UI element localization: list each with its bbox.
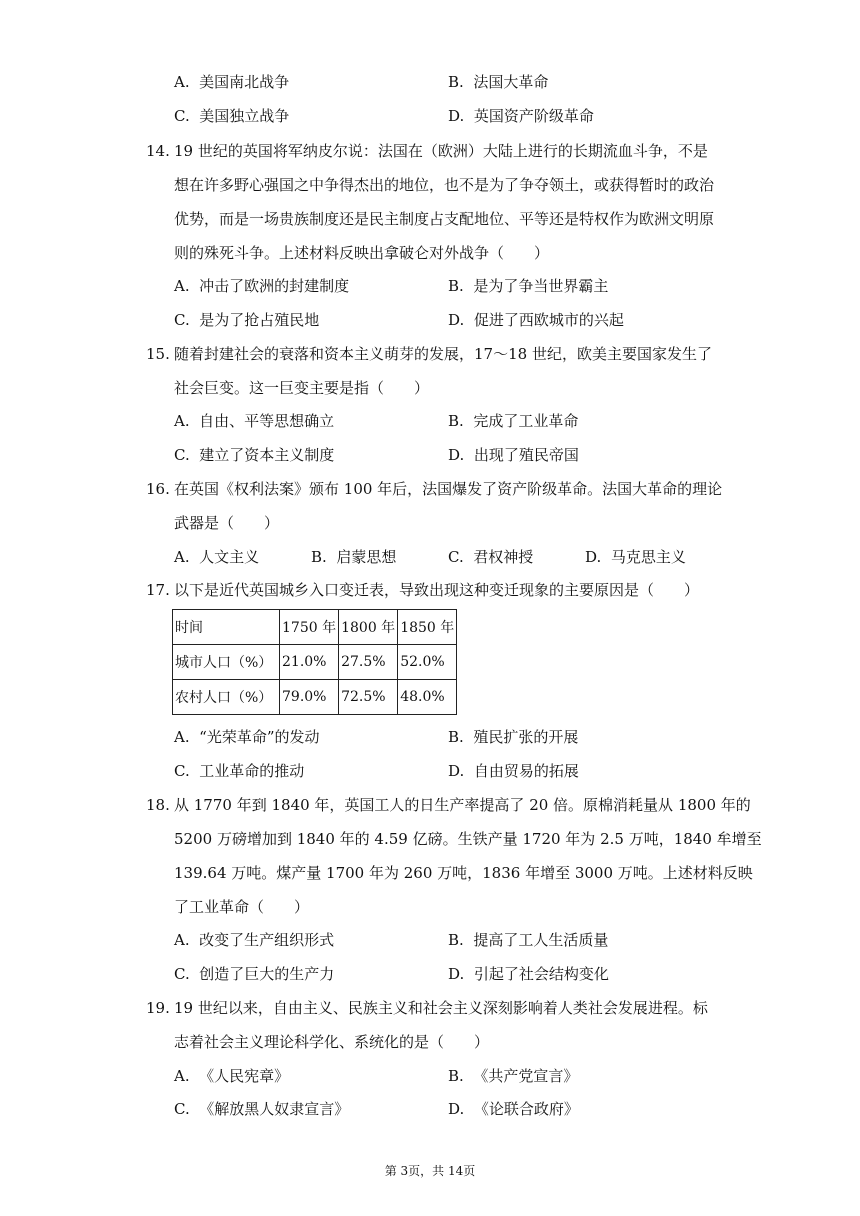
q14-option-c [174, 310, 319, 330]
q17-option-a [174, 727, 320, 747]
question-number: 15. [146, 345, 170, 363]
table-row [173, 645, 457, 680]
option-text: 《解放黑人奴隶宣言》 [199, 1100, 350, 1118]
q15-option-b [448, 411, 578, 431]
table-header-row [173, 610, 457, 645]
question-text-line: 以下是近代英国城乡入口变迁表，导致出现这种变迁现象的主要原因是（ ） [174, 581, 700, 599]
table-cell: 城市人口（%） [173, 645, 280, 680]
option-text: 马克思主义 [610, 548, 686, 566]
option-text: 是为了抢占殖民地 [199, 311, 320, 329]
question-text-line: 优势，而是一场贵族制度还是民主制度占支配地位、平等还是特权作为欧洲文明原 [174, 210, 715, 228]
option-text: 殖民扩张的开展 [473, 728, 579, 746]
option-text: 促进了西欧城市的兴起 [473, 311, 624, 329]
option-letter: D. [448, 965, 465, 983]
table-header-cell: 1850 年 [398, 610, 457, 645]
question-number: 14. [146, 142, 170, 160]
option-letter: C. [174, 311, 190, 329]
population-table [172, 609, 457, 715]
q19-option-c [174, 1099, 349, 1119]
option-letter: C. [174, 446, 190, 464]
question-text-line: 武器是（ ） [174, 514, 280, 532]
q16-option-b [311, 547, 396, 567]
question-text-line: 随着封建社会的衰落和资本主义萌芽的发展，17～18 世纪，欧美主要国家发生了 [174, 345, 712, 363]
option-letter: D. [448, 762, 465, 780]
table-cell: 72.5% [339, 680, 398, 715]
table-row [173, 680, 457, 715]
table-header-cell: 1750 年 [280, 610, 339, 645]
q17-option-d [448, 761, 579, 781]
option-text: 创造了巨大的生产力 [199, 965, 335, 983]
option-letter: C. [448, 548, 464, 566]
option-text: 是为了争当世界霸主 [473, 277, 609, 295]
option-letter: A. [174, 412, 190, 430]
q19-option-b [448, 1066, 578, 1086]
option-letter: B. [311, 548, 327, 566]
option-text: 美国南北战争 [199, 73, 290, 91]
q18-option-a [174, 930, 334, 950]
table-cell: 52.0% [398, 645, 457, 680]
question-text-line: 5200 万磅增加到 1840 年的 4.59 亿磅。生铁产量 1720 年为 2.5 万吨，1840 牟增至 [174, 830, 762, 848]
question-number: 16. [146, 480, 170, 498]
q14-option-b [448, 276, 608, 296]
option-text: 《人民宪章》 [199, 1067, 290, 1085]
option-letter: A. [174, 73, 190, 91]
question-number: 17. [146, 581, 170, 599]
q17-option-c [174, 761, 304, 781]
option-text: 提高了工人生活质量 [473, 931, 609, 949]
option-text: 引起了社会结构变化 [473, 965, 609, 983]
q13-option-c [174, 106, 289, 126]
question-text-line: 则的殊死斗争。上述材料反映出拿破仑对外战争（ ） [174, 244, 550, 262]
option-letter: C. [174, 107, 190, 125]
option-letter: A. [174, 277, 190, 295]
option-text: 自由贸易的拓展 [473, 762, 579, 780]
option-text: 《论联合政府》 [473, 1100, 579, 1118]
option-text: 君权神授 [473, 548, 534, 566]
q18-option-b [448, 930, 608, 950]
q18-option-d [448, 964, 609, 984]
q16-option-d [585, 547, 686, 567]
table-cell: 79.0% [280, 680, 339, 715]
option-letter: A. [174, 548, 190, 566]
option-text: 冲击了欧洲的封建制度 [199, 277, 350, 295]
page-footer: 第 3页，共 14页 [384, 1164, 476, 1178]
option-text: 建立了资本主义制度 [199, 446, 335, 464]
question-text-line: 在英国《权利法案》颁布 100 年后，法国爆发了资产阶级革命。法国大革命的理论 [174, 480, 723, 498]
option-letter: C. [174, 965, 190, 983]
q14-option-d [448, 310, 624, 330]
q15-option-d [448, 445, 579, 465]
option-text: “光荣革命”的发动 [199, 728, 320, 746]
option-text: 人文主义 [199, 548, 260, 566]
question-text-line: 志着社会主义理论科学化、系统化的是（ ） [174, 1033, 490, 1051]
option-letter: B. [448, 1067, 464, 1085]
table-header-cell: 时间 [173, 610, 280, 645]
q17-option-b [448, 727, 578, 747]
table-cell: 21.0% [280, 645, 339, 680]
option-text: 工业革命的推动 [199, 762, 305, 780]
question-text-line: 19 世纪以来，自由主义、民族主义和社会主义深刻影响着人类社会发展进程。标 [174, 999, 708, 1017]
option-text: 法国大革命 [473, 73, 549, 91]
option-letter: A. [174, 931, 190, 949]
question-text-line: 了工业革命（ ） [174, 898, 310, 916]
option-letter: B. [448, 412, 464, 430]
question-number: 19. [146, 999, 170, 1017]
question-text-line: 19 世纪的英国将军纳皮尔说：法国在（欧洲）大陆上进行的长期流血斗争，不是 [174, 142, 708, 160]
option-text: 自由、平等思想确立 [199, 412, 335, 430]
q16-option-c [448, 547, 533, 567]
q15-option-c [174, 445, 334, 465]
option-text: 启蒙思想 [336, 548, 397, 566]
option-letter: C. [174, 1100, 190, 1118]
question-text-line: 从 1770 年到 1840 年，英国工人的日生产率提高了 20 倍。原棉消耗量从 1800 年的 [174, 796, 751, 814]
question-number: 18. [146, 796, 170, 814]
q16-option-a [174, 547, 259, 567]
q13-option-a [174, 72, 289, 92]
option-letter: D. [448, 107, 465, 125]
q19-option-a [174, 1066, 289, 1086]
q14-option-a [174, 276, 349, 296]
option-letter: B. [448, 73, 464, 91]
option-letter: B. [448, 931, 464, 949]
option-letter: D. [448, 311, 465, 329]
q15-option-a [174, 411, 334, 431]
option-letter: B. [448, 277, 464, 295]
option-text: 《共产党宣言》 [473, 1067, 579, 1085]
question-text-line: 139.64 万吨。煤产量 1700 年为 260 万吨，1836 年增至 3000 万吨。上述材料反映 [174, 864, 753, 882]
option-letter: A. [174, 728, 190, 746]
option-text: 出现了殖民帝国 [473, 446, 579, 464]
option-text: 美国独立战争 [199, 107, 290, 125]
option-text: 英国资产阶级革命 [473, 107, 594, 125]
option-letter: B. [448, 728, 464, 746]
question-text-line: 社会巨变。这一巨变主要是指（ ） [174, 379, 430, 397]
option-letter: A. [174, 1067, 190, 1085]
q18-option-c [174, 964, 334, 984]
q19-option-d [448, 1099, 579, 1119]
q13-option-b [448, 72, 548, 92]
q13-option-d [448, 106, 594, 126]
option-text: 完成了工业革命 [473, 412, 579, 430]
table-cell: 27.5% [339, 645, 398, 680]
table-cell: 48.0% [398, 680, 457, 715]
table-cell: 农村人口（%） [173, 680, 280, 715]
option-text: 改变了生产组织形式 [199, 931, 335, 949]
question-text-line: 想在许多野心强国之中争得杰出的地位，也不是为了争夺领土，或获得暂时的政治 [174, 176, 715, 194]
table-header-cell: 1800 年 [339, 610, 398, 645]
option-letter: C. [174, 762, 190, 780]
option-letter: D. [585, 548, 602, 566]
option-letter: D. [448, 1100, 465, 1118]
option-letter: D. [448, 446, 465, 464]
